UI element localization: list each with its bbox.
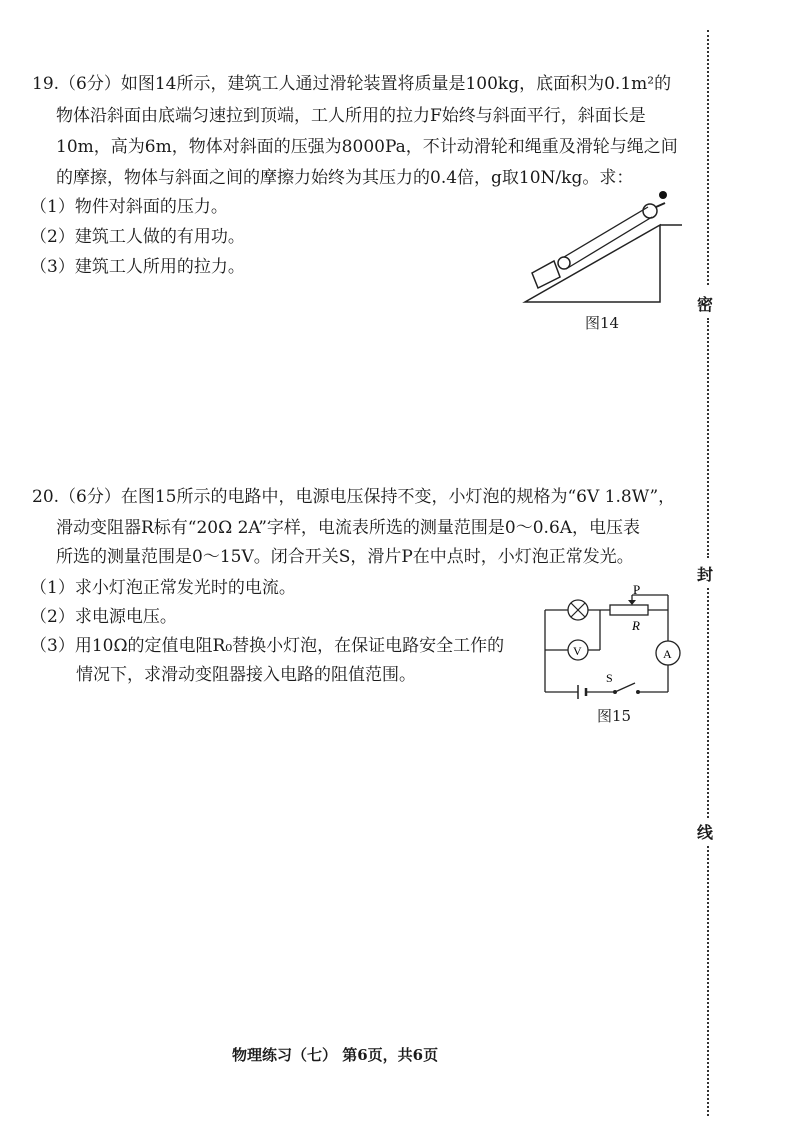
figure-15-caption: 图15 xyxy=(597,707,632,725)
figure-14-incline xyxy=(510,185,690,315)
q19-line-3: 10m，高为6m，物体对斜面的压强为8000Pa，不计动滑轮和绳重及滑轮与绳之间 xyxy=(56,137,678,157)
seal-mark-xian: 线 xyxy=(697,823,714,842)
rope-upper xyxy=(564,207,648,257)
page-footer: 物理练习（七） 第6页，共6页 xyxy=(232,1046,439,1064)
q20-line-3: 所选的测量范围是0～15V。闭合开关S，滑片P在中点时，小灯泡正常发光。 xyxy=(56,547,634,567)
q19-sub-2: （2）建筑工人做的有用功。 xyxy=(30,227,245,247)
figure-15-circuit xyxy=(540,582,680,700)
seal-mark-feng: 封 xyxy=(697,565,714,584)
seal-line-segment-2 xyxy=(707,318,709,558)
q19-sub-1: （1）物件对斜面的压力。 xyxy=(30,197,228,217)
q19-line-1: 19.（6分）如图14所示，建筑工人通过滑轮装置将质量是100kg，底面积为0.1m²的 xyxy=(32,74,672,94)
seal-mark-mi: 密 xyxy=(697,295,714,314)
seal-line-segment-3 xyxy=(707,588,709,818)
seal-line-segment-4 xyxy=(707,846,709,1116)
switch-blade xyxy=(615,683,635,692)
seal-line-segment-1 xyxy=(707,30,709,285)
q19-line-4: 的摩擦，物体与斜面之间的摩擦力始终为其压力的0.4倍，g取10N/kg。求： xyxy=(56,168,634,188)
worker-head xyxy=(659,191,667,199)
q19-sub-3: （3）建筑工人所用的拉力。 xyxy=(30,257,245,277)
q20-line-1: 20.（6分）在图15所示的电路中，电源电压保持不变，小灯泡的规格为“6V 1.8W”， xyxy=(32,487,676,507)
label-P: P xyxy=(633,582,641,597)
q20-sub-3: （3）用10Ω的定值电阻R₀替换小灯泡，在保证电路安全工作的 xyxy=(30,636,505,656)
fixed-pulley xyxy=(643,204,657,218)
q20-sub-2: （2）求电源电压。 xyxy=(30,607,177,627)
label-A: A xyxy=(663,647,672,661)
worker-arm xyxy=(656,203,665,207)
incline-triangle xyxy=(525,225,660,302)
label-V: V xyxy=(573,644,582,658)
q20-sub-3-cont: 情况下，求滑动变阻器接入电路的阻值范围。 xyxy=(76,665,416,685)
figure-14-caption: 图14 xyxy=(585,314,620,332)
rheostat xyxy=(610,605,648,615)
q20-line-2: 滑动变阻器R标有“20Ω 2A”字样，电流表所选的测量范围是0～0.6A，电压表 xyxy=(56,518,641,538)
q19-line-2: 物体沿斜面由底端匀速拉到顶端，工人所用的拉力F始终与斜面平行，斜面长是 xyxy=(56,106,646,126)
label-S: S xyxy=(606,671,613,685)
q20-sub-1: （1）求小灯泡正常发光时的电流。 xyxy=(30,578,296,598)
rope-lower xyxy=(566,217,652,269)
label-R: R xyxy=(632,618,640,633)
